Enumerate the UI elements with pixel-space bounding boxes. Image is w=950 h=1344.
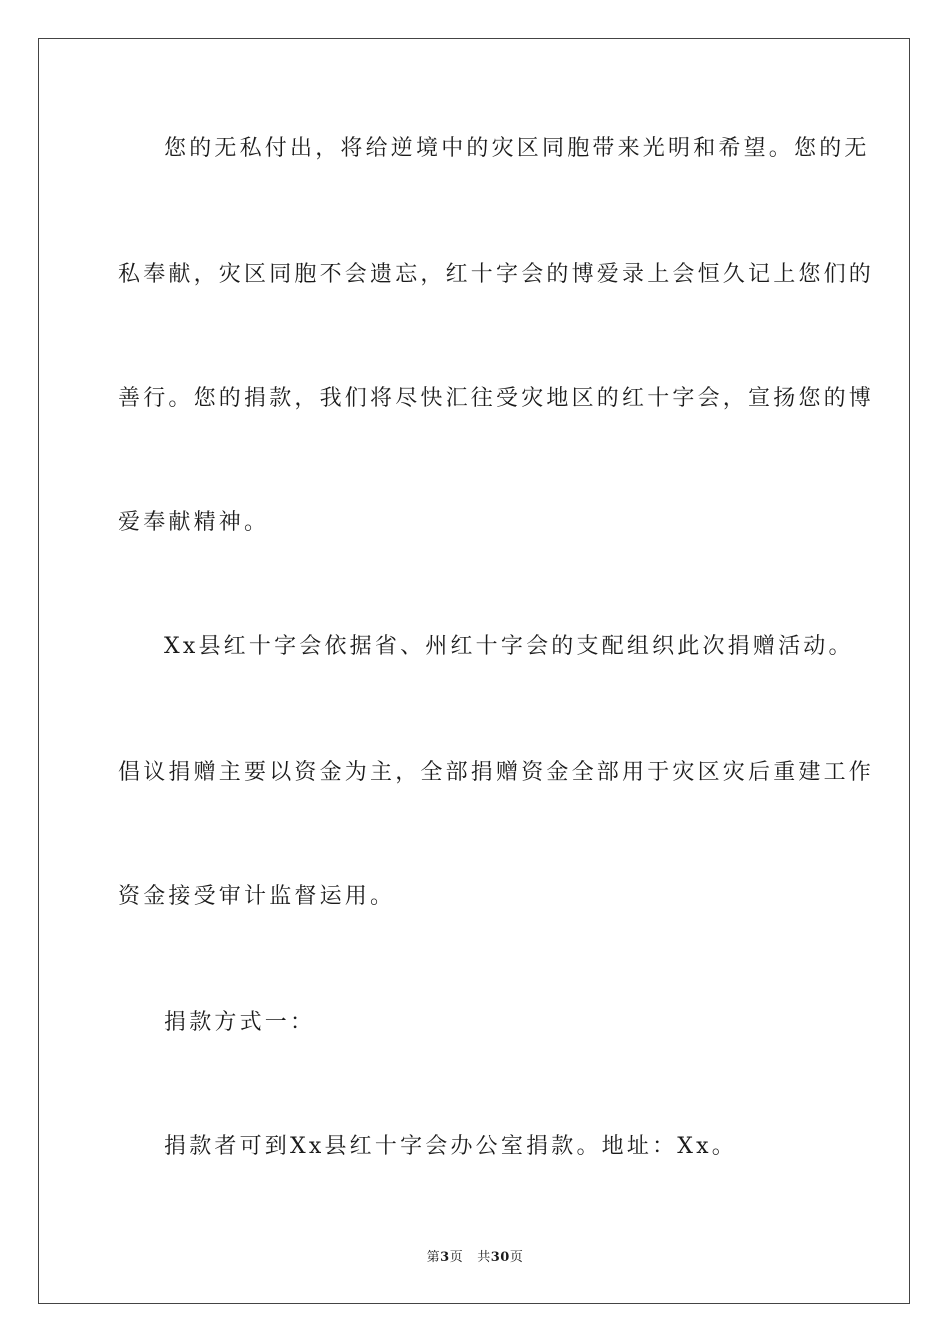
paragraph-line: 爱奉献精神。 — [118, 510, 270, 535]
total-pages: 30 — [490, 1250, 510, 1265]
total-suffix: 页 — [509, 1250, 524, 1265]
page-frame — [38, 38, 910, 1304]
paragraph-line: 私奉献，灾区同胞不会遗忘，红十字会的博爱录上会恒久记上您们的 — [118, 262, 875, 287]
paragraph-line: 捐款者可到Xx县红十字会办公室捐款。地址：Xx。 — [164, 1134, 737, 1159]
page-suffix: 页 — [449, 1250, 464, 1265]
paragraph-line: 您的无私付出，将给逆境中的灾区同胞带来光明和希望。您的无 — [164, 136, 870, 161]
page-prefix: 第 — [426, 1250, 441, 1265]
page-footer — [0, 1246, 950, 1265]
paragraph-line: 善行。您的捐款，我们将尽快汇往受灾地区的红十字会，宣扬您的博 — [118, 386, 875, 411]
total-prefix: 共 — [477, 1250, 491, 1265]
paragraph-line: Xx县红十字会依据省、州红十字会的支配组织此次捐赠活动。 — [164, 634, 854, 659]
page-number: 3 — [440, 1250, 450, 1265]
paragraph-line: 资金接受审计监督运用。 — [118, 884, 396, 909]
section-heading: 捐款方式一： — [164, 1010, 316, 1035]
paragraph-line: 倡议捐赠主要以资金为主，全部捐赠资金全部用于灾区灾后重建工作 — [118, 760, 875, 785]
